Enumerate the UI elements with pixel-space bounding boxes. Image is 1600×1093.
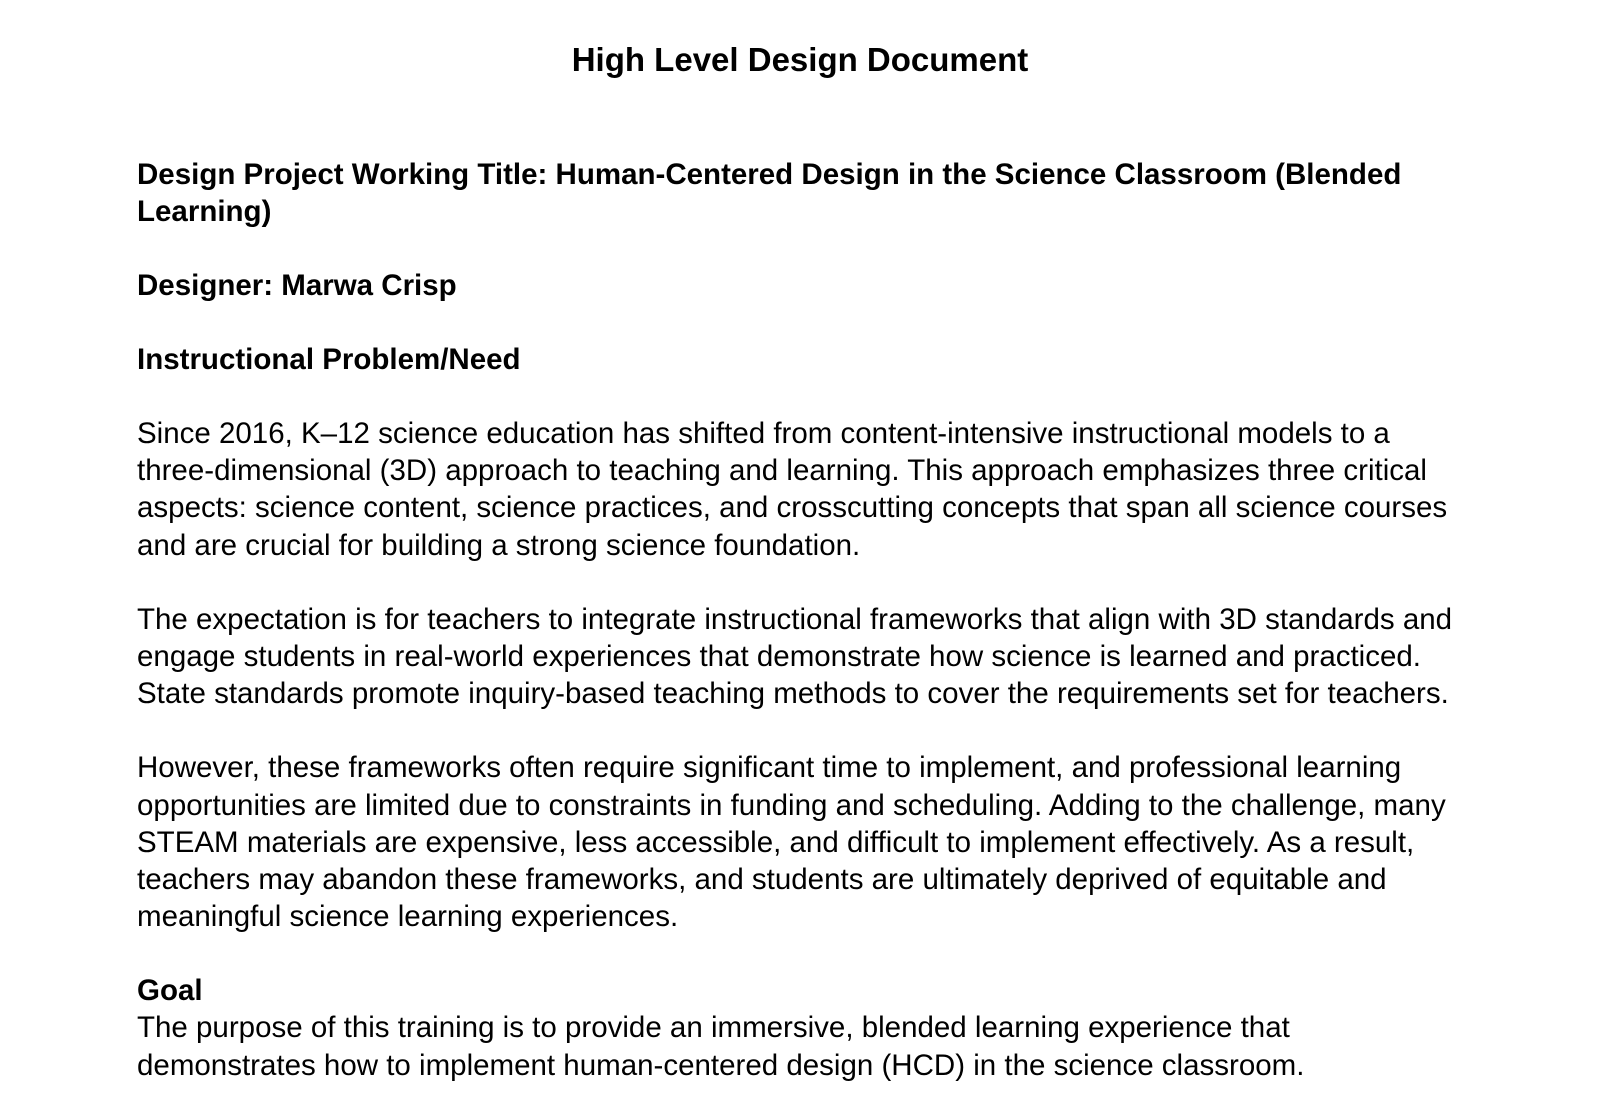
- document-title: High Level Design Document: [571, 41, 1029, 78]
- problem-heading: Instructional Problem/Need: [137, 343, 521, 376]
- designer-heading: Designer: Marwa Crisp: [137, 269, 457, 302]
- problem-paragraph-1: Since 2016, K–12 science education has shifted from content-intensive instructional models to a three-dimensional (3D) approach to teaching and learning. This approach emphasizes three critical aspects: science content, science practices, and crosscutting concepts that span all science courses and are crucial for building a strong science foundation.: [137, 417, 1448, 562]
- working-title-heading: Design Project Working Title: Human-Centered Design in the Science Classroom (Blended Learning): [137, 158, 1402, 228]
- goal-heading: Goal: [137, 974, 203, 1008]
- problem-paragraph-3: However, these frameworks often require significant time to implement, and professional learning opportunities are limited due to constraints in funding and scheduling. Adding to the challenge, many STEAM materials are expensive, less accessible, and difficult to implement effectively. As a result, teachers may abandon these frameworks, and students are ultimately deprived of equitable and meaningful science learning experiences.: [137, 751, 1446, 934]
- document-body: [137, 156, 1467, 1084]
- problem-paragraph-2: The expectation is for teachers to integrate instructional frameworks that align with 3D standards and engage students in real-world experiences that demonstrate how science is learned and practiced. State standards promote inquiry-based teaching methods to cover the requirements set for teachers.: [137, 602, 1453, 711]
- goal-paragraph: The purpose of this training is to provide an immersive, blended learning experience that demonstrates how to implement human-centered design (HCD) in the science classroom.: [137, 1011, 1305, 1082]
